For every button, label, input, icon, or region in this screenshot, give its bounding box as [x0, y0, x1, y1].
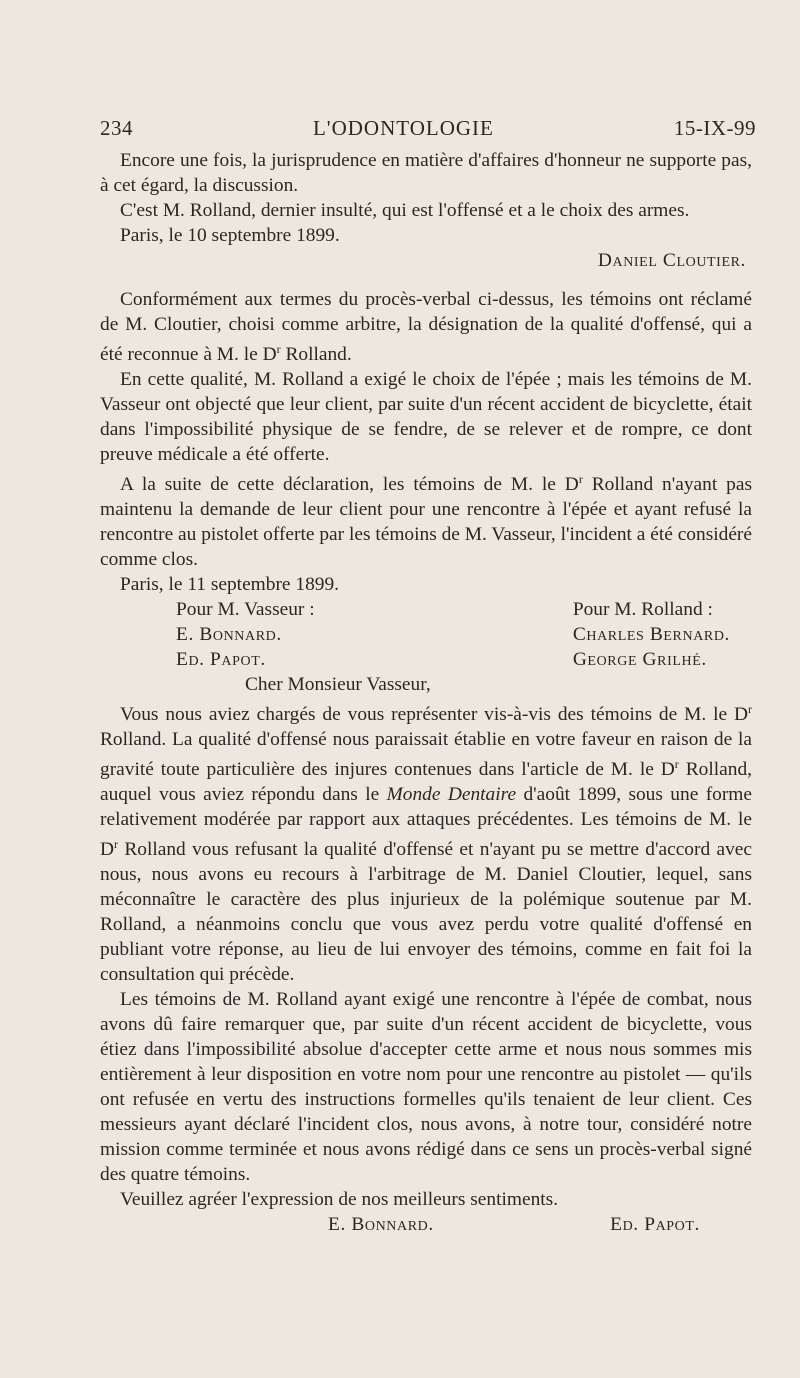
body-text	[100, 148, 752, 1237]
witness-signatures	[100, 597, 752, 672]
text-run: d'août 1899, sous une forme relativement modérée par rapport aux attaques précédentes. Les témoins de M. le D	[100, 784, 752, 860]
paragraph	[100, 467, 752, 572]
paragraph	[100, 287, 752, 367]
journal-title: L'ODONTOLOGIE	[312, 116, 494, 140]
superscript: r	[748, 702, 752, 716]
superscript: r	[276, 342, 281, 356]
signature-papot: Ed. Papot.	[610, 1214, 700, 1235]
text-run: Rolland.	[280, 344, 352, 365]
page-number: 234	[100, 116, 133, 140]
witness-name: George Grilhé.	[572, 649, 707, 670]
place-date: Paris, le 11 septembre 1899.	[120, 574, 339, 595]
witness-heading: Pour M. Vasseur :	[176, 599, 315, 620]
paragraph: En cette qualité, M. Rolland a exigé le choix de l'épée ; mais les témoins de M. Vasseur ont objecté que leur client, par suite d'un récent accident de bicyclette, était dans l'impossibilité physique de se fendre, de se relever et de rompre, ce dont preuve médicale a été offerte.	[100, 369, 752, 465]
witnesses-rolland	[573, 597, 730, 672]
witness-name: Ed. Papot.	[176, 649, 266, 670]
superscript: r	[114, 837, 119, 851]
italic-title: Monde Dentaire	[386, 784, 517, 805]
text-run: A la suite de cette déclaration, les témoins de M. le D	[120, 474, 579, 495]
paragraph: C'est M. Rolland, dernier insulté, qui est l'offensé et a le choix des armes.	[120, 200, 690, 221]
text-run: Rolland n'ayant pas maintenu la demande de leur client pour une rencontre à l'épée et ayant refusé la rencontre au pistolet offerte par les témoins de M. Vasseur, l'incident a été considéré comme clos.	[100, 474, 753, 570]
place-date: Paris, le 10 septembre 1899.	[120, 225, 340, 246]
witness-name: E. Bonnard.	[176, 624, 282, 645]
witness-heading: Pour M. Rolland :	[572, 599, 713, 620]
superscript: r	[578, 472, 583, 486]
witness-name: Charles Bernard.	[572, 624, 730, 645]
text-run: Vous nous aviez chargés de vous représenter vis-à-vis des témoins de M. le D	[120, 704, 748, 725]
paragraph	[100, 697, 752, 987]
signature-cloutier: Daniel Cloutier.	[597, 250, 746, 271]
text-run: Rolland. La qualité d'offensé nous paraissait établie en votre faveur en raison de la gravité toute particulière des injures contenues dans l'article de M. le D	[100, 729, 752, 780]
issue-date: 15-IX-99	[673, 116, 756, 140]
witnesses-vasseur	[176, 597, 315, 672]
letter-signatures	[100, 1212, 752, 1237]
letter-salutation: Cher Monsieur Vasseur,	[245, 674, 431, 695]
running-header	[100, 116, 756, 141]
paragraph: Encore une fois, la jurisprudence en matière d'affaires d'honneur ne supporte pas, à cet égard, la discussion.	[100, 150, 752, 196]
closing: Veuillez agréer l'expression de nos meilleurs sentiments.	[120, 1189, 559, 1210]
text-run: Rolland vous refusant la qualité d'offensé et n'ayant pu se mettre d'accord avec nous, nous avons eu recours à l'arbitrage de M. Daniel Cloutier, lequel, sans méconnaître le caractère des plus injurieux de la polémique soutenue par M. Rolland, a néanmoins conclu que vous avez perdu votre qualité d'offensé en publiant votre réponse, au lieu de lui envoyer des témoins, comme en fait foi la consultation qui précède.	[100, 839, 752, 985]
text-run: Conformément aux termes du procès-verbal ci-dessus, les témoins ont réclamé de M. Cloutier, choisi comme arbitre, la désignation de la qualité d'offensé, qui a été reconnue à M. le D	[100, 289, 752, 365]
text-run: Rolland, auquel vous aviez répondu dans le	[100, 759, 752, 805]
paragraph: Les témoins de M. Rolland ayant exigé une rencontre à l'épée de combat, nous avons dû faire remarquer que, par suite d'un récent accident de bicyclette, vous étiez dans l'impossibilité absolue d'accepter cette arme et nous nous sommes mis entièrement à leur disposition en votre nom pour une rencontre au pistolet — qu'ils ont refusée en vertu des instructions formelles qu'ils tenaient de leur client. Ces messieurs ayant déclaré l'incident clos, nous avons, à notre tour, considéré notre mission comme terminée et nous avons rédigé dans ce sens un procès-verbal signé des quatre témoins.	[100, 989, 752, 1185]
signature-bonnard: E. Bonnard.	[328, 1214, 434, 1235]
superscript: r	[674, 757, 679, 771]
